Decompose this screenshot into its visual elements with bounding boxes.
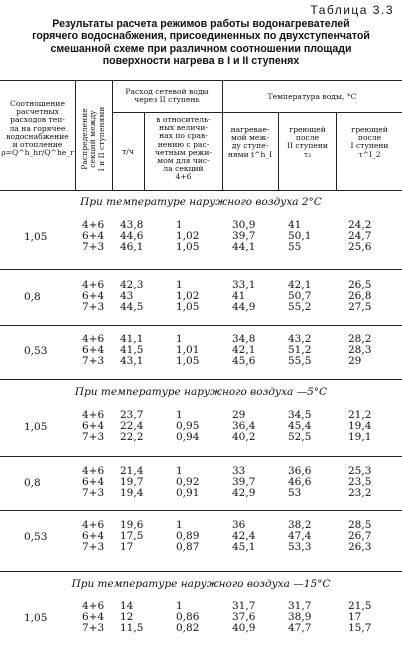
table-cell: 41,1 [120,333,144,345]
table-cell: 25,3 [348,465,372,477]
table-cell: 43,2 [288,333,312,345]
table-cell: 12 [120,611,134,624]
table-cell: 55,2 [288,301,312,314]
table-cell: 0,94 [176,431,200,444]
table-cell: 0,87 [176,541,200,554]
table-cell: 21,2 [348,409,372,421]
table-cell: 0,82 [176,622,200,635]
table-cell: 17,5 [120,530,144,543]
table-cell: 26,7 [348,530,372,543]
section-label: При температуре наружного воздуха 2°С [80,196,322,208]
table-cell: 36 [232,519,246,531]
table-cell: 22,4 [120,420,144,433]
table-cell: 44,9 [232,301,256,314]
table-cell: 53,3 [288,541,312,554]
table-cell: 6+4 [82,611,105,624]
section-label: При температуре наружного воздуха —5°С [74,386,328,398]
table-cell: 4+6 [82,600,105,612]
header-t-mid: нагревае- мой меж- ду ступе- нями t^h_I [227,125,273,159]
header-flow-th: т/ч [122,147,134,156]
table-cell: 55,5 [288,355,312,368]
ratio-value: 1,05 [24,231,48,243]
table-cell: 0,92 [176,476,200,489]
table-cell: 44,6 [120,230,144,243]
table-cell: 4+6 [82,519,105,531]
table-cell: 38,9 [288,611,312,624]
table-cell: 6+4 [82,476,105,489]
table-cell: 51,2 [288,344,312,357]
table-cell: 33,1 [232,279,256,291]
table-cell: 1 [176,600,183,612]
header-t-heat1: греющей после I ступени τ^I_2 [350,125,389,159]
table-cell: 1 [176,409,183,421]
table-cell: 27,5 [348,301,372,314]
table-cell: 31,7 [232,600,256,612]
table-cell: 1 [176,465,183,477]
table-cell: 44,5 [120,301,144,314]
table-cell: 19,7 [120,476,144,489]
table-cell: 40,9 [232,622,256,635]
group-rule [0,269,402,270]
header-top-rule [0,80,402,81]
table-cell: 19,4 [348,420,372,433]
table-cell: 19,6 [120,519,144,531]
table-cell: 23,5 [348,476,372,489]
table-cell: 45,4 [288,420,312,433]
table-cell: 25,6 [348,241,372,254]
table-cell: 4+6 [82,219,105,231]
table-cell: 33 [232,465,246,477]
table-cell: 29 [348,355,362,368]
table-cell: 4+6 [82,279,105,291]
table-cell: 7+3 [82,301,105,314]
table-cell: 15,7 [348,622,372,635]
table-cell: 1 [176,333,183,345]
table-cell: 0,95 [176,420,200,433]
table-cell: 41,5 [120,344,144,357]
table-cell: 26,8 [348,290,372,303]
table-cell: 45,6 [232,355,256,368]
table-cell: 39,7 [232,230,256,243]
table-cell: 42,9 [232,487,256,500]
table-cell: 44,1 [232,241,256,254]
table-cell: 7+3 [82,431,105,444]
table-cell: 47,7 [288,622,312,635]
table-cell: 4+6 [82,465,105,477]
table-cell: 28,2 [348,333,372,345]
ratio-value: 0,8 [24,291,41,303]
ratio-value: 0,8 [24,477,41,489]
table-cell: 1 [176,219,183,231]
table-cell: 31,7 [288,600,312,612]
table-cell: 7+3 [82,622,105,635]
table-cell: 7+3 [82,241,105,254]
table-cell: 17 [348,611,362,624]
subheader-rule [112,112,402,113]
ratio-value: 1,05 [24,612,48,624]
header-t-heat2: греющей после II ступени τ₂ [286,125,328,159]
table-cell: 41 [232,290,246,303]
table-cell: 53 [288,487,302,500]
table-number: Таблица 3.3 [310,3,394,17]
table-cell: 37,6 [232,611,256,624]
header-flow-group: Расход сетевой воды через II ступень [125,87,209,105]
table-cell: 29 [232,409,246,421]
table-cell: 1 [176,279,183,291]
group-rule [0,325,402,326]
ratio-value: 1,05 [24,421,48,433]
table-cell: 6+4 [82,420,105,433]
ratio-value: 0,53 [24,345,48,357]
table-cell: 22,2 [120,431,144,444]
table-cell: 23,7 [120,409,144,421]
table-cell: 42,1 [232,344,256,357]
table-cell: 43 [120,290,134,303]
table-cell: 39,7 [232,476,256,489]
table-cell: 1,05 [176,301,200,314]
table-cell: 45,1 [232,541,256,554]
table-cell: 7+3 [82,541,105,554]
table-cell: 43,8 [120,219,144,231]
ratio-value: 0,53 [24,531,48,543]
table-cell: 55 [288,241,302,254]
table-cell: 1 [176,519,183,531]
table-cell: 0,86 [176,611,200,624]
table-cell: 4+6 [82,409,105,421]
table-cell: 0,89 [176,530,200,543]
table-cell: 46,6 [288,476,312,489]
table-cell: 52,5 [288,431,312,444]
header-distribution: Распределение секций между I и II ступенями [80,106,106,172]
table-cell: 46,1 [120,241,144,254]
table-cell: 7+3 [82,355,105,368]
table-cell: 19,1 [348,431,372,444]
table-cell: 26,3 [348,541,372,554]
table-cell: 19,4 [120,487,144,500]
header-temp-group: Температура воды, °С [267,92,357,101]
table-cell: 24,7 [348,230,372,243]
table-cell: 1,02 [176,230,200,243]
table-cell: 4+6 [82,333,105,345]
table-cell: 42,4 [232,530,256,543]
table-cell: 43,1 [120,355,144,368]
table-cell: 34,8 [232,333,256,345]
group-rule [0,510,402,511]
header-flow-rel: в относитель- ных величи- нах по срав- нению с рас- четным режи- мом для чис- ла секций 4+6 [154,115,213,182]
table-title: Результаты расчета режимов работы водонагревателей горячего водоснабжения, присоединенных по двухступенчатой смешанной схеме при различном соотношении площади поверхности нагрева в I и II ступенях [32,18,370,68]
table-cell: 50,7 [288,290,312,303]
table-cell: 42,1 [288,279,312,291]
table-cell: 21,5 [348,600,372,612]
table-cell: 24,2 [348,219,372,231]
table-cell: 23,2 [348,487,372,500]
table-cell: 36,4 [232,420,256,433]
table-cell: 6+4 [82,530,105,543]
table-cell: 1,05 [176,241,200,254]
table-cell: 1,05 [176,355,200,368]
table-cell: 50,1 [288,230,312,243]
table-cell: 26,5 [348,279,372,291]
col-divider [75,80,76,190]
group-rule [0,456,402,457]
group-rule [0,571,402,572]
header-ratio: Соотношение расчетных расходов теп- ла на горячее водоснабжение и отопление ρ=Q^h_hr/Q^he_r [1,99,74,158]
table-cell: 6+4 [82,344,105,357]
table-cell: 28,3 [348,344,372,357]
table-cell: 34,5 [288,409,312,421]
table-cell: 36,6 [288,465,312,477]
header-bottom-rule [0,190,402,191]
table-cell: 28,5 [348,519,372,531]
table-cell: 17 [120,541,134,554]
table-cell: 7+3 [82,487,105,500]
section-label: При температуре наружного воздуха —15°С [71,578,331,590]
table-cell: 47,4 [288,530,312,543]
table-cell: 30,9 [232,219,256,231]
table-cell: 42,3 [120,279,144,291]
table-cell: 21,4 [120,465,144,477]
table-cell: 6+4 [82,290,105,303]
table-cell: 41 [288,219,302,231]
group-rule [0,379,402,380]
table-cell: 14 [120,600,134,612]
table-cell: 0,91 [176,487,200,500]
table-cell: 1,01 [176,344,200,357]
table-cell: 11,5 [120,622,144,635]
table-cell: 6+4 [82,230,105,243]
table-cell: 40,2 [232,431,256,444]
table-cell: 1,02 [176,290,200,303]
table-cell: 38,2 [288,519,312,531]
